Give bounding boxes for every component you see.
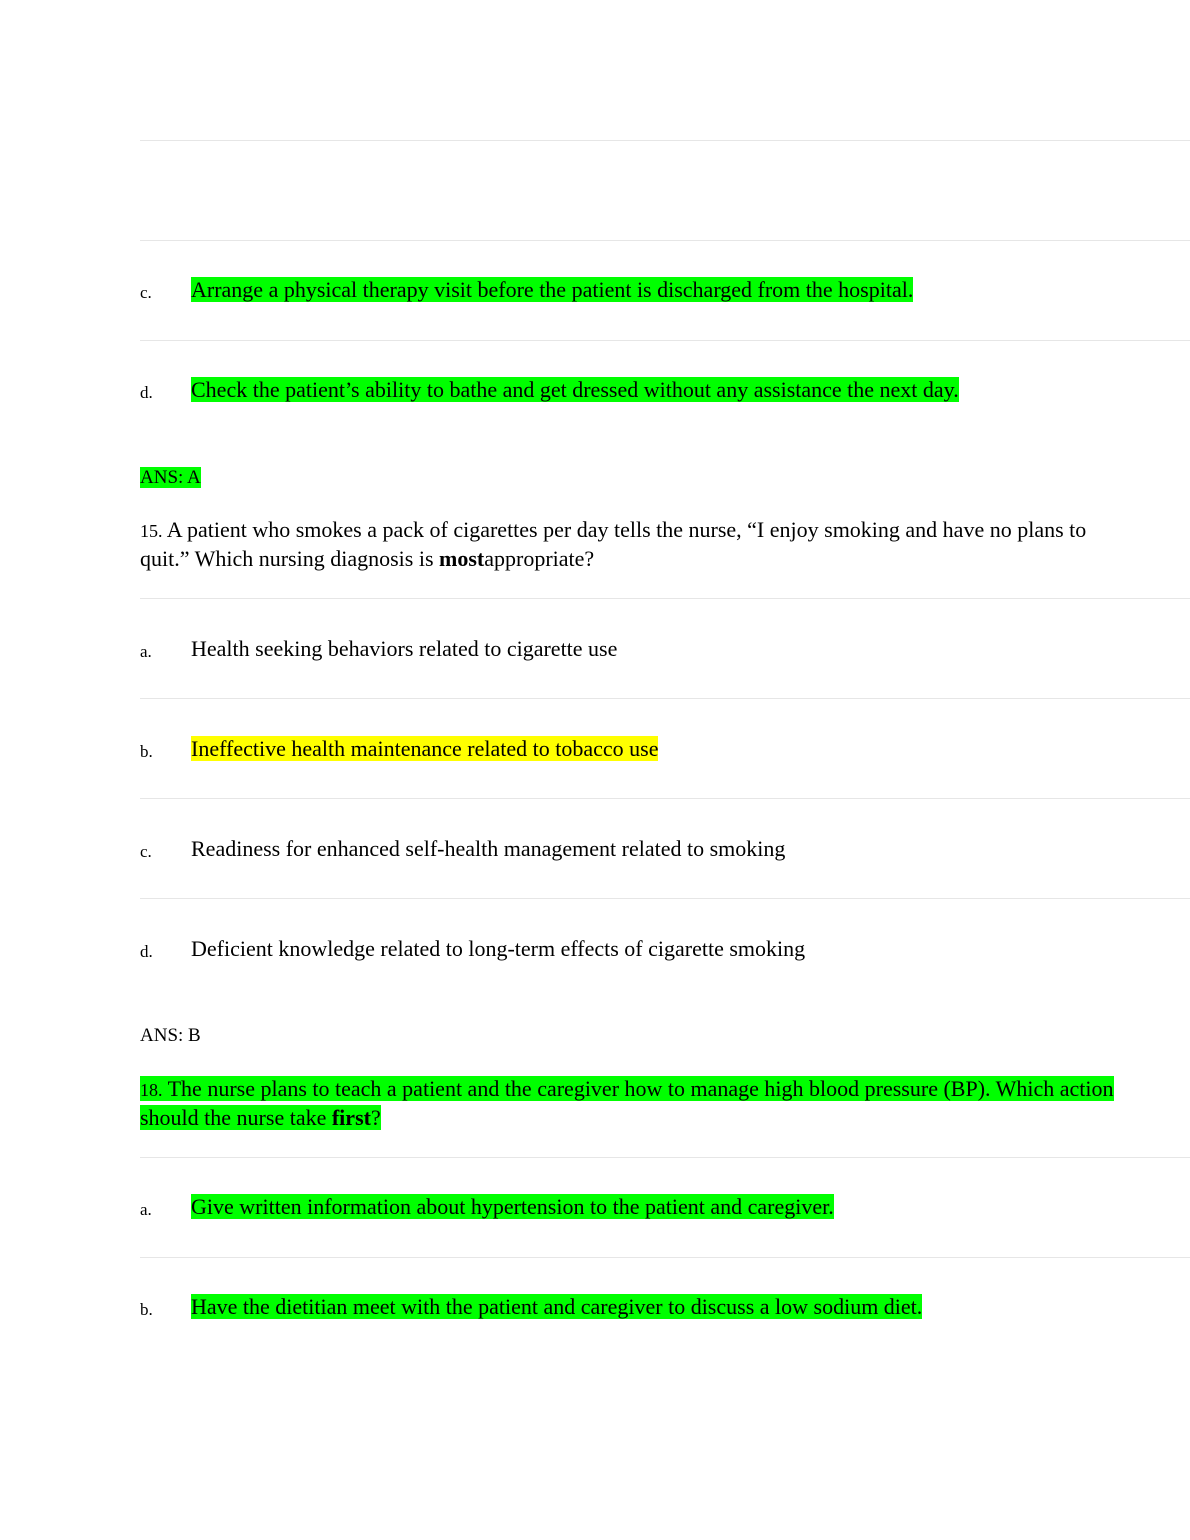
divider	[140, 340, 1190, 341]
question-text-end: ?	[370, 1105, 381, 1130]
option-letter: b.	[140, 1300, 153, 1319]
option-letter: c.	[140, 842, 152, 861]
q18-stem	[140, 1075, 1140, 1131]
divider	[140, 898, 1190, 899]
question-emphasis: most	[439, 546, 485, 571]
option-text: Have the dietitian meet with the patient and caregiver to discuss a low sodium diet.	[191, 1294, 923, 1319]
option-text: Ineffective health maintenance related to tobacco use	[191, 736, 659, 761]
q14-answer	[140, 467, 201, 489]
divider	[140, 698, 1190, 699]
q18-option-a	[191, 1194, 834, 1220]
q15-stem	[140, 516, 1140, 572]
option-text: Arrange a physical therapy visit before the patient is discharged from the hospital.	[191, 277, 914, 302]
q15-option-b	[191, 736, 658, 762]
question-emphasis: first	[331, 1105, 371, 1130]
option-text: Health seeking behaviors related to cigarette use	[191, 636, 618, 661]
divider	[140, 1157, 1190, 1158]
question-text: The nurse plans to teach a patient and the caregiver how to manage high blood pressure (BP). Which action should the nurse take	[140, 1076, 1114, 1130]
option-letter: d.	[140, 942, 153, 961]
question-text: A patient who smokes a pack of cigarettes per day tells the nurse, “I enjoy smoking and have no plans to quit.” Which nursing diagnosis is	[140, 517, 1087, 571]
divider	[140, 240, 1190, 241]
option-text: Check the patient’s ability to bathe and get dressed without any assistance the next day.	[191, 377, 959, 402]
divider	[140, 598, 1190, 599]
option-letter: a.	[140, 642, 152, 661]
divider	[140, 798, 1190, 799]
q18-option-b	[191, 1294, 922, 1320]
option-text: Give written information about hypertension to the patient and caregiver.	[191, 1194, 834, 1219]
q15-answer	[140, 1025, 201, 1047]
option-letter: a.	[140, 1200, 152, 1219]
divider	[140, 140, 1190, 141]
divider	[140, 1257, 1190, 1258]
q15-option-c	[191, 836, 785, 862]
option-letter: d.	[140, 383, 153, 402]
question-number: 18.	[140, 1080, 163, 1100]
option-text: Deficient knowledge related to long-term effects of cigarette smoking	[191, 936, 806, 961]
question-text-end: appropriate?	[484, 546, 595, 571]
q15-option-a	[191, 636, 617, 662]
answer-text: ANS: A	[140, 467, 201, 488]
q15-option-d	[191, 936, 805, 962]
option-text: Readiness for enhanced self-health management related to smoking	[191, 836, 786, 861]
q14-option-d	[191, 377, 959, 403]
q14-option-c	[191, 277, 913, 303]
option-letter: c.	[140, 283, 152, 302]
answer-text: ANS: B	[140, 1025, 201, 1046]
option-letter: b.	[140, 742, 153, 761]
question-number: 15.	[140, 521, 163, 541]
